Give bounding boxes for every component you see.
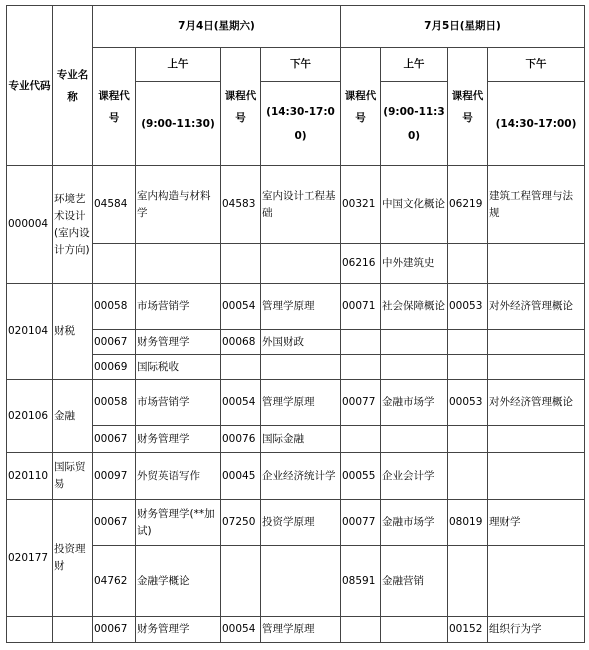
course-name: 金融营销 [381, 546, 448, 617]
course-code: 00152 [448, 617, 488, 643]
course-name: 外贸英语写作 [136, 453, 221, 500]
course-code: 00077 [341, 500, 381, 546]
course-name: 室内设计工程基础 [261, 166, 341, 244]
major-name: 投资理财 [53, 500, 93, 617]
table-row [7, 426, 585, 453]
course-code: 00067 [93, 617, 136, 643]
course-name: 建筑工程管理与法规 [488, 166, 585, 244]
table-row [7, 284, 585, 330]
course-code [341, 330, 381, 355]
course-name [488, 355, 585, 380]
course-code: 04583 [221, 166, 261, 244]
course-code-header: 课程代号 [341, 48, 381, 166]
course-code [221, 244, 261, 284]
course-code: 08591 [341, 546, 381, 617]
course-name: 管理学原理 [261, 617, 341, 643]
course-code [448, 426, 488, 453]
course-code-header: 课程代号 [448, 48, 488, 166]
course-code [448, 453, 488, 500]
course-name: 国际金融 [261, 426, 341, 453]
course-name [261, 244, 341, 284]
course-code: 00071 [341, 284, 381, 330]
course-name [488, 244, 585, 284]
major-name-header: 专业名称 [53, 6, 93, 166]
course-name: 管理学原理 [261, 284, 341, 330]
course-code: 06216 [341, 244, 381, 284]
course-code [448, 355, 488, 380]
course-code [341, 426, 381, 453]
course-code: 00069 [93, 355, 136, 380]
course-code: 04762 [93, 546, 136, 617]
day2-header: 7月5日(星期日) [341, 6, 585, 48]
course-name: 财务管理学 [136, 426, 221, 453]
course-code: 00054 [221, 617, 261, 643]
table-row [7, 355, 585, 380]
course-name: 中国文化概论 [381, 166, 448, 244]
table-row [7, 500, 585, 546]
major-code: 020110 [7, 453, 53, 500]
course-code: 00097 [93, 453, 136, 500]
course-code [341, 355, 381, 380]
course-code: 00067 [93, 500, 136, 546]
day1-header: 7月4日(星期六) [93, 6, 341, 48]
course-name [261, 546, 341, 617]
course-code: 00067 [93, 426, 136, 453]
pm-time: (14:30-17:00) [488, 82, 585, 166]
am-header: 上午 [381, 48, 448, 82]
course-name: 财务管理学(**加试) [136, 500, 221, 546]
course-code: 04584 [93, 166, 136, 244]
table-row [7, 166, 585, 244]
course-name: 组织行为学 [488, 617, 585, 643]
course-name: 国际税收 [136, 355, 221, 380]
major-name: 国际贸易 [53, 453, 93, 500]
table-row [7, 617, 585, 643]
exam-schedule-table [6, 5, 585, 643]
table-row [7, 330, 585, 355]
major-code-header: 专业代码 [7, 6, 53, 166]
course-name: 企业会计学 [381, 453, 448, 500]
course-code: 08019 [448, 500, 488, 546]
course-code [448, 244, 488, 284]
course-code [448, 546, 488, 617]
course-name [381, 355, 448, 380]
course-name: 外国财政 [261, 330, 341, 355]
course-name [381, 426, 448, 453]
table-row [7, 546, 585, 617]
major-name: 金融 [53, 380, 93, 453]
course-code: 00067 [93, 330, 136, 355]
course-name: 金融市场学 [381, 380, 448, 426]
major-name [53, 617, 93, 643]
course-name: 市场营销学 [136, 380, 221, 426]
course-code: 00077 [341, 380, 381, 426]
course-code: 06219 [448, 166, 488, 244]
course-code: 00054 [221, 380, 261, 426]
course-name: 社会保障概论 [381, 284, 448, 330]
course-name [136, 244, 221, 284]
course-code-header: 课程代号 [93, 48, 136, 166]
pm-header: 下午 [488, 48, 585, 82]
course-name: 中外建筑史 [381, 244, 448, 284]
major-code: 020106 [7, 380, 53, 453]
course-name: 市场营销学 [136, 284, 221, 330]
course-code: 00068 [221, 330, 261, 355]
course-code: 00054 [221, 284, 261, 330]
course-name [488, 426, 585, 453]
course-name: 管理学原理 [261, 380, 341, 426]
pm-time: (14:30-17:00) [261, 82, 341, 166]
pm-header: 下午 [261, 48, 341, 82]
course-code: 00321 [341, 166, 381, 244]
course-name: 室内构造与材料学 [136, 166, 221, 244]
am-header: 上午 [136, 48, 221, 82]
course-name: 财务管理学 [136, 617, 221, 643]
major-name: 环境艺术设计(室内设计方向) [53, 166, 93, 284]
course-code [221, 546, 261, 617]
course-name: 金融学概论 [136, 546, 221, 617]
am-time: (9:00-11:30) [136, 82, 221, 166]
major-code [7, 617, 53, 643]
major-code: 020177 [7, 500, 53, 617]
course-name [488, 330, 585, 355]
major-code: 020104 [7, 284, 53, 380]
course-code: 00045 [221, 453, 261, 500]
major-code: 000004 [7, 166, 53, 284]
course-code: 00058 [93, 380, 136, 426]
course-code: 07250 [221, 500, 261, 546]
major-name: 财税 [53, 284, 93, 380]
course-name [381, 330, 448, 355]
course-code: 00053 [448, 380, 488, 426]
am-time: (9:00-11:30) [381, 82, 448, 166]
course-code [341, 617, 381, 643]
course-code-header: 课程代号 [221, 48, 261, 166]
table-row [7, 453, 585, 500]
course-code [93, 244, 136, 284]
course-name: 理财学 [488, 500, 585, 546]
table-row [7, 380, 585, 426]
course-name [488, 546, 585, 617]
course-name: 金融市场学 [381, 500, 448, 546]
course-name [488, 453, 585, 500]
course-code: 00053 [448, 284, 488, 330]
course-name: 对外经济管理概论 [488, 380, 585, 426]
course-name: 财务管理学 [136, 330, 221, 355]
table-row [7, 244, 585, 284]
course-name [261, 355, 341, 380]
course-code [221, 355, 261, 380]
course-name [381, 617, 448, 643]
course-code: 00055 [341, 453, 381, 500]
course-name: 企业经济统计学 [261, 453, 341, 500]
course-code: 00076 [221, 426, 261, 453]
course-code [448, 330, 488, 355]
course-code: 00058 [93, 284, 136, 330]
course-name: 对外经济管理概论 [488, 284, 585, 330]
course-name: 投资学原理 [261, 500, 341, 546]
